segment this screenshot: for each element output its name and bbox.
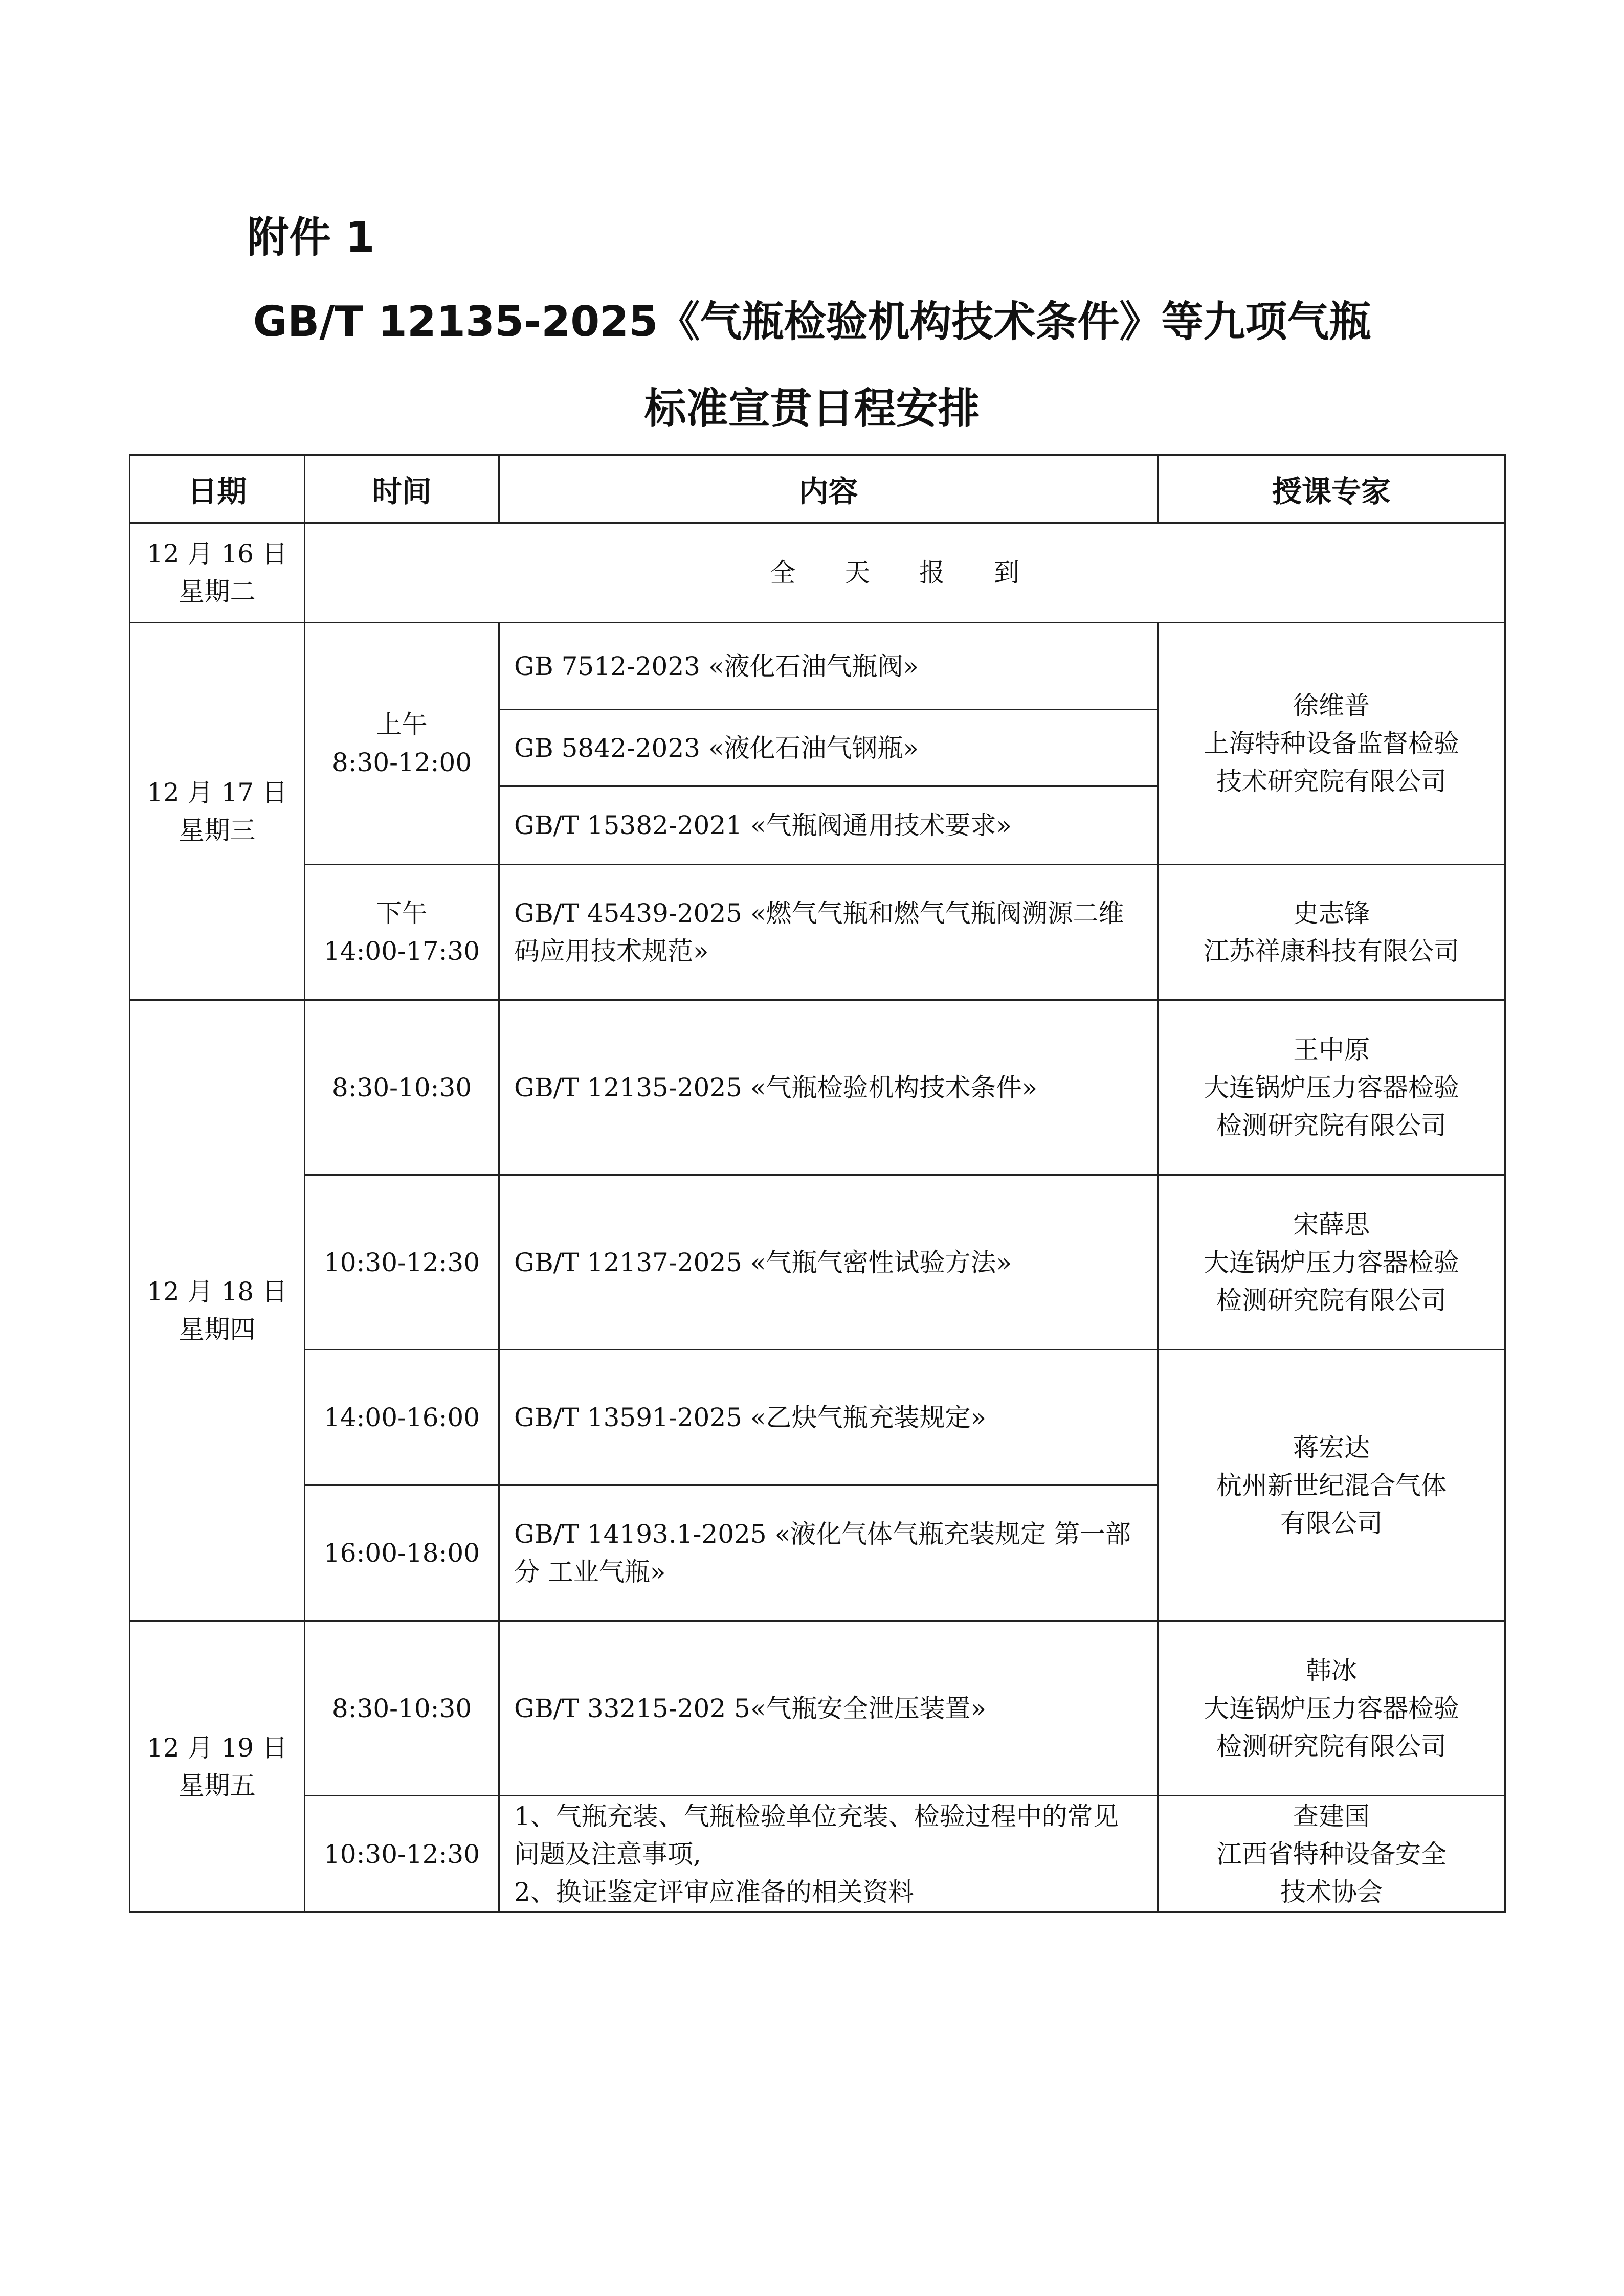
content-cell: GB/T 33215-202 5«气瓶安全泄压装置» — [499, 1621, 1158, 1796]
expert-org: 技术协会 — [1280, 1877, 1383, 1907]
date-cell — [130, 623, 305, 1000]
table-row — [130, 523, 1505, 623]
expert-org: 江西省特种设备安全 — [1216, 1839, 1447, 1869]
time-cell: 16:00-18:00 — [305, 1485, 499, 1621]
expert-name: 史志锋 — [1293, 898, 1370, 928]
table-row — [130, 865, 1505, 1000]
content-cell: GB/T 14193.1-2025 «液化气体气瓶充装规定 第一部分 工业气瓶» — [499, 1485, 1158, 1621]
table-row — [130, 1350, 1505, 1485]
expert-cell — [1158, 1175, 1505, 1350]
expert-name: 韩冰 — [1306, 1655, 1357, 1685]
content-cell: GB 7512-2023 «液化石油气瓶阀» — [499, 623, 1158, 710]
weekday-text: 星期四 — [179, 1314, 256, 1344]
content-item: 1、气瓶充装、气瓶检验单位充装、检验过程中的常见问题及注意事项, — [514, 1801, 1119, 1869]
expert-org: 大连锅炉压力容器检验 — [1204, 1247, 1459, 1277]
date-cell — [130, 1621, 305, 1912]
expert-org: 检测研究院有限公司 — [1216, 1110, 1447, 1140]
time-cell: 10:30-12:30 — [305, 1796, 499, 1912]
expert-cell — [1158, 865, 1505, 1000]
content-cell: GB/T 12137-2025 «气瓶气密性试验方法» — [499, 1175, 1158, 1350]
expert-org: 检测研究院有限公司 — [1216, 1731, 1447, 1761]
weekday-text: 星期三 — [179, 815, 256, 845]
expert-cell — [1158, 1000, 1505, 1175]
expert-org: 技术研究院有限公司 — [1216, 767, 1447, 796]
date-cell — [130, 523, 305, 623]
expert-cell — [1158, 1796, 1505, 1912]
date-text: 12 月 16 日 — [147, 539, 287, 569]
table-row — [130, 623, 1505, 710]
expert-org: 大连锅炉压力容器检验 — [1204, 1693, 1459, 1723]
date-text: 12 月 19 日 — [147, 1732, 287, 1763]
time-cell: 8:30-10:30 — [305, 1000, 499, 1175]
table-row — [130, 1796, 1505, 1912]
document-title-line-1: GB/T 12135-2025《气瓶检验机构技术条件》等九项气瓶 — [253, 298, 1371, 346]
date-text: 12 月 18 日 — [147, 1276, 287, 1307]
time-cell: 14:00-16:00 — [305, 1350, 499, 1485]
time-cell: 8:30-10:30 — [305, 1621, 499, 1796]
header-row — [130, 455, 1505, 523]
expert-name: 徐维普 — [1293, 691, 1370, 721]
expert-org: 上海特种设备监督检验 — [1204, 729, 1459, 758]
all-day-cell — [305, 523, 1505, 623]
weekday-text: 星期五 — [179, 1770, 256, 1800]
expert-org: 江苏祥康科技有限公司 — [1204, 936, 1459, 966]
content-cell: GB/T 45439-2025 «燃气气瓶和燃气气瓶阀溯源二维码应用技术规范» — [499, 865, 1158, 1000]
time-range: 8:30-12:00 — [331, 748, 472, 777]
expert-org: 检测研究院有限公司 — [1216, 1285, 1447, 1315]
content-cell: GB/T 13591-2025 «乙炔气瓶充装规定» — [499, 1350, 1158, 1485]
expert-org: 大连锅炉压力容器检验 — [1204, 1072, 1459, 1102]
attachment-label: 附件 1 — [247, 213, 375, 262]
header-date: 日期 — [130, 455, 305, 523]
expert-name: 王中原 — [1293, 1034, 1370, 1065]
schedule-table — [129, 454, 1506, 1913]
expert-cell — [1158, 1350, 1505, 1621]
expert-org: 杭州新世纪混合气体 — [1216, 1470, 1447, 1500]
table-row — [130, 1621, 1505, 1796]
date-text: 12 月 17 日 — [147, 777, 287, 807]
header-time: 时间 — [305, 455, 499, 523]
registration-text: 全 天 报 到 — [770, 558, 1040, 588]
content-cell: GB/T 12135-2025 «气瓶检验机构技术条件» — [499, 1000, 1158, 1175]
weekday-text: 星期二 — [179, 577, 256, 606]
date-cell — [130, 1000, 305, 1621]
expert-cell — [1158, 1621, 1505, 1796]
content-item: 2、换证鉴定评审应准备的相关资料 — [514, 1877, 914, 1907]
header-content: 内容 — [499, 455, 1158, 523]
expert-name: 宋薛思 — [1293, 1209, 1370, 1240]
time-cell — [305, 623, 499, 865]
table-row — [130, 1175, 1505, 1350]
expert-cell — [1158, 623, 1505, 865]
document-title-line-2: 标准宣贯日程安排 — [644, 385, 980, 433]
time-period-label: 上午 — [376, 710, 428, 739]
time-period-label: 下午 — [376, 898, 428, 928]
header-expert: 授课专家 — [1158, 455, 1505, 523]
expert-org: 有限公司 — [1280, 1508, 1383, 1538]
time-range: 14:00-17:30 — [323, 936, 480, 966]
expert-name: 蒋宏达 — [1293, 1432, 1370, 1462]
table-row — [130, 1000, 1505, 1175]
content-cell: GB 5842-2023 «液化石油气钢瓶» — [499, 710, 1158, 786]
time-cell: 10:30-12:30 — [305, 1175, 499, 1350]
content-cell — [499, 1796, 1158, 1912]
time-cell — [305, 865, 499, 1000]
expert-name: 查建国 — [1293, 1801, 1370, 1831]
content-cell: GB/T 15382-2021 «气瓶阀通用技术要求» — [499, 786, 1158, 865]
